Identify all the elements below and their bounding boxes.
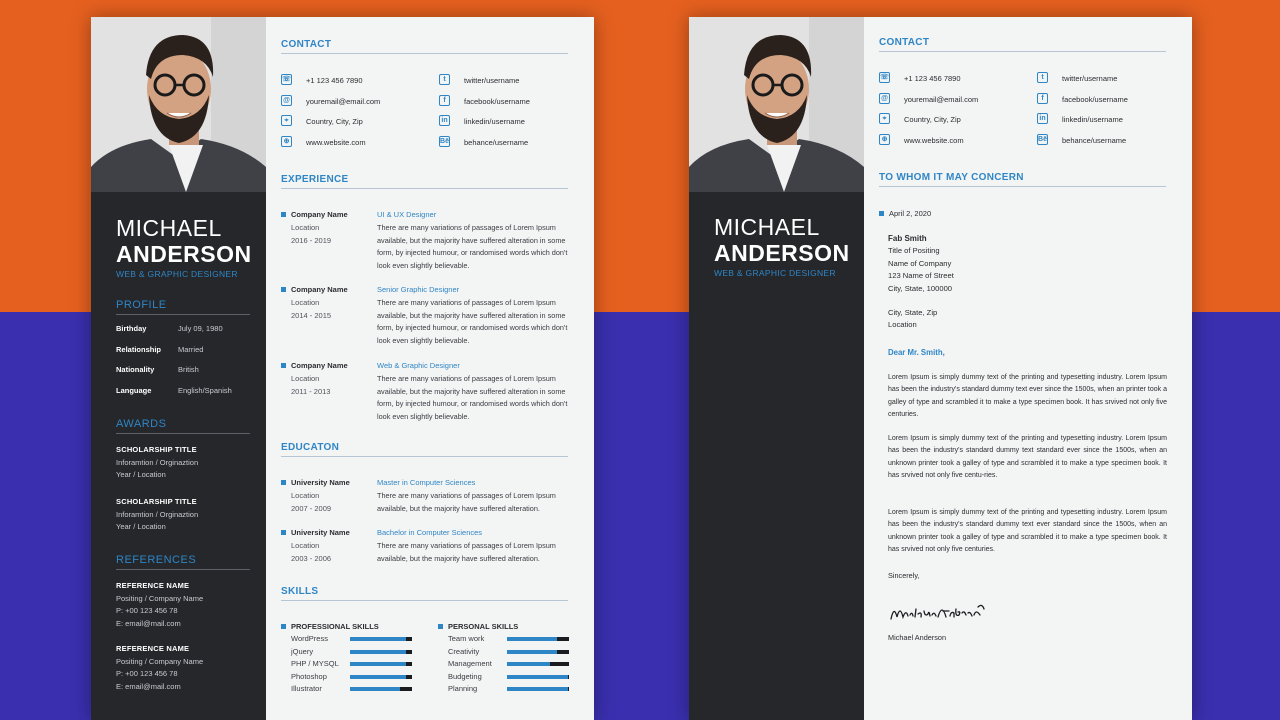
skill-bar-fill <box>350 662 406 666</box>
linkedin-icon: in <box>439 115 450 126</box>
person-name <box>714 214 850 266</box>
skill-bar-fill <box>507 675 568 679</box>
skill-item: Budgeting <box>448 672 573 684</box>
profile-photo <box>689 17 864 192</box>
signature <box>888 599 988 632</box>
skill-bar-fill <box>507 650 557 654</box>
skill-bar <box>350 675 412 679</box>
letter-sidebar <box>689 17 864 720</box>
twitter-icon: t <box>1037 72 1048 83</box>
skill-bar-fill <box>507 662 550 666</box>
letter-main: CONTACT ☏ +1 123 456 7890 t twitter/username @ youremail@email.com f facebook/username ⌖ Country, City, Zip in linkedin/username ⊕ www.website.com Bē behance/username TO WHOM IT MAY CONCERN April 2, 2020 Fab Smith Title of Positing Name of Company 123 Name of Street City, State, 100000 City, State, Zip Location Dear Mr. Smith, Lorem Ipsum is simply dummy text of the printing and typesetting industry. Lorem Ipsum has been the industry's standard dummy text ever since the 1500s, when an printer took a galley of type and scrambled it to make a type specimen book. It has srvived not only five centuries. Lorem Ipsum is simply dummy text of the printing and typesetting industry. Lorem Ipsum has been the industry's standard dummy text standard ever since the 1500s, when an unknown printer took a galley of type and scrambled it to make a type specimen book. It has srvived not only five centu-ries. Lorem Ipsum is simply dummy text of the printing and typesetting industry. Lorem Ipsum has been the industry's standard dummy text ever standard since the 1500s, when an unknown printer took a galley of type and scrambled it to make a type specimen book. It has srvived not only five centuries. Sincerely, Michael Anderson <box>879 37 1167 642</box>
letter-paragraph: Lorem Ipsum is simply dummy text of the printing and typesetting industry. Lorem Ipsum has been the industry's standard dummy text standard ever since the 1500s, when an unknown printer took a galley of type and scrambled it to make a type specimen book. It has srvived not only five centu-ries. <box>888 435 1167 480</box>
location-icon: ⌖ <box>879 113 890 124</box>
bullet <box>281 480 286 485</box>
skill-bar <box>350 687 412 691</box>
skill-bar-fill <box>350 675 406 679</box>
skill-bar-fill <box>507 637 557 641</box>
skill-bar-fill <box>350 637 406 641</box>
skill-bar <box>350 637 412 641</box>
facebook-icon: f <box>1037 93 1048 104</box>
skill-bar <box>507 675 569 679</box>
facebook-icon: f <box>439 95 450 106</box>
recipient-location: City, State, Zip Location <box>888 308 938 330</box>
bullet <box>281 530 286 535</box>
profile-heading: PROFILE <box>116 299 250 315</box>
skill-bar <box>507 637 569 641</box>
contact-heading: CONTACT <box>281 39 568 54</box>
last-name: ANDERSON <box>714 240 850 266</box>
twitter-icon: t <box>439 74 450 85</box>
job-title: WEB & GRAPHIC DESIGNER <box>714 268 836 278</box>
resume-sidebar: MICHAEL ANDERSON WEB & GRAPHIC DESIGNER PROFILE Birthday July 09, 1980 Relationship Married Nationality British Language English/Spanish AWARDS SCHOLARSHIP TITLE Inforamtion / Orginaztion Year / Location SCHOLARSHIP TITLE Inforamtion / Orginaztion Year / Location REFERENCES REFERENCE NAME Positing / Company Name P: +00 123 456 78 E: email@mail.com REFERENCE NAME Positing / Company Name P: +00 123 456 78 E: email@mail.com <box>91 17 266 720</box>
salutation: Dear Mr. Smith, <box>888 348 945 357</box>
references-heading: REFERENCES <box>116 554 250 570</box>
letter-paragraph: Lorem Ipsum is simply dummy text of the printing and typesetting industry. Lorem Ipsum has been the industry's standard dummy text ever standard since the 1500s, when an unknown printer took a galley of type and scrambled it to make a type specimen book. It has srvived not only five centuries. <box>888 509 1167 554</box>
phone-icon: ☏ <box>282 76 291 83</box>
letter-paragraph: Lorem Ipsum is simply dummy text of the printing and typesetting industry. Lorem Ipsum has been the industry's standard dummy text ever since the 1500s, when an printer took a galley of type and scrambled it to make a type specimen book. It has srvived not only five centuries. <box>888 374 1167 419</box>
behance-icon: Bē <box>440 138 449 145</box>
skill-bar-fill <box>507 687 568 691</box>
bullet <box>281 363 286 368</box>
cover-letter-sheet <box>689 17 1192 720</box>
skill-item: WordPress <box>291 634 416 646</box>
resume-main: CONTACT ☏ +1 123 456 7890 t twitter/username @ youremail@email.com f facebook/username ⌖ Country, City, Zip in linkedin/username ⊕ www.website.com Bē behance/username EXPERIENCE Company Name Location 2016 - 2019 UI & UX Designer There are many variations of passages of Lorem Ipsum available, but the majority have suffered alteration in some form, by injected humour, or randomised words which don't look even slightly believable. Company Name Location 2014 - 2015 Senior Graphic Designer There are many variations of passages of Lorem Ipsum available, but the majority have suffered alteration in some form, by injected humour, or randomised words which don't look even slightly believable. Company Name Location 2011 - 2013 Web & Graphic Designer There are many variations of passages of Lorem Ipsum available, but the majority have suffered alteration in some form, by injected humour, or randomised words which don't look even slightly believable. EDUCATON University Name Location 2007 - 2009 Master in Computer Sciences There are many variations of passages of Lorem Ipsum available, but the majority have suffered alteration. University Name Location 2003 - 2006 Bachelor in Computer Sciences There are many variations of passages of Lorem Ipsum available, but the majority have suffered alteration. SKILLS PROFESSIONAL SKILLS WordPress jQuery PHP / MYSQL Photoshop Illustrator PERSONAL SKILLS Team work Creativity Management Budgeting Planning <box>266 17 594 720</box>
skill-bar <box>350 662 412 666</box>
skill-bar <box>507 687 569 691</box>
signed-name: Michael Anderson <box>888 633 947 642</box>
skill-item: PHP / MYSQL <box>291 659 416 671</box>
experience-heading: EXPERIENCE <box>281 174 568 189</box>
skill-item: Illustrator <box>291 684 416 696</box>
skill-item: Creativity <box>448 647 573 659</box>
skill-item: Team work <box>448 634 573 646</box>
person-name <box>116 215 252 267</box>
skill-bar <box>507 650 569 654</box>
education-heading: EDUCATON <box>281 442 568 457</box>
skill-bar-fill <box>350 687 400 691</box>
skills-heading: SKILLS <box>281 586 568 601</box>
last-name: ANDERSON <box>116 241 252 267</box>
award-item: SCHOLARSHIP TITLE Inforamtion / Orginaztion Year / Location <box>116 497 199 531</box>
bullet <box>281 624 286 629</box>
bullet <box>879 211 884 216</box>
awards-heading: AWARDS <box>116 418 250 434</box>
skill-item: Management <box>448 659 573 671</box>
skill-bar-fill <box>350 650 406 654</box>
email-icon: @ <box>281 95 292 106</box>
closing: Sincerely, <box>888 571 920 580</box>
location-icon: ⌖ <box>281 115 292 126</box>
resume-sheet <box>91 17 594 720</box>
recipient-address: Fab Smith Title of Positing Name of Company 123 Name of Street City, State, 100000 <box>888 234 954 293</box>
first-name: MICHAEL <box>116 215 222 241</box>
linkedin-icon: in <box>1037 113 1048 124</box>
award-item: SCHOLARSHIP TITLE Inforamtion / Orginaztion Year / Location <box>116 445 199 479</box>
skill-item: jQuery <box>291 647 416 659</box>
bullet <box>281 287 286 292</box>
reference-item: REFERENCE NAME Positing / Company Name P: +00 123 456 78 E: email@mail.com <box>116 644 204 691</box>
phone-icon: ☏ <box>880 74 889 81</box>
bullet <box>281 212 286 217</box>
website-icon: ⊕ <box>281 136 292 147</box>
behance-icon: Bē <box>1038 136 1047 143</box>
skill-item: Photoshop <box>291 672 416 684</box>
reference-item: REFERENCE NAME Positing / Company Name P: +00 123 456 78 E: email@mail.com <box>116 581 204 628</box>
contact-heading: CONTACT <box>879 37 1166 52</box>
profile-photo <box>91 17 266 192</box>
letter-heading: TO WHOM IT MAY CONCERN <box>879 172 1166 187</box>
bullet <box>438 624 443 629</box>
skill-item: Planning <box>448 684 573 696</box>
skill-bar <box>507 662 569 666</box>
first-name: MICHAEL <box>714 214 820 240</box>
skill-bar <box>350 650 412 654</box>
email-icon: @ <box>879 93 890 104</box>
job-title: WEB & GRAPHIC DESIGNER <box>116 269 238 279</box>
website-icon: ⊕ <box>879 134 890 145</box>
